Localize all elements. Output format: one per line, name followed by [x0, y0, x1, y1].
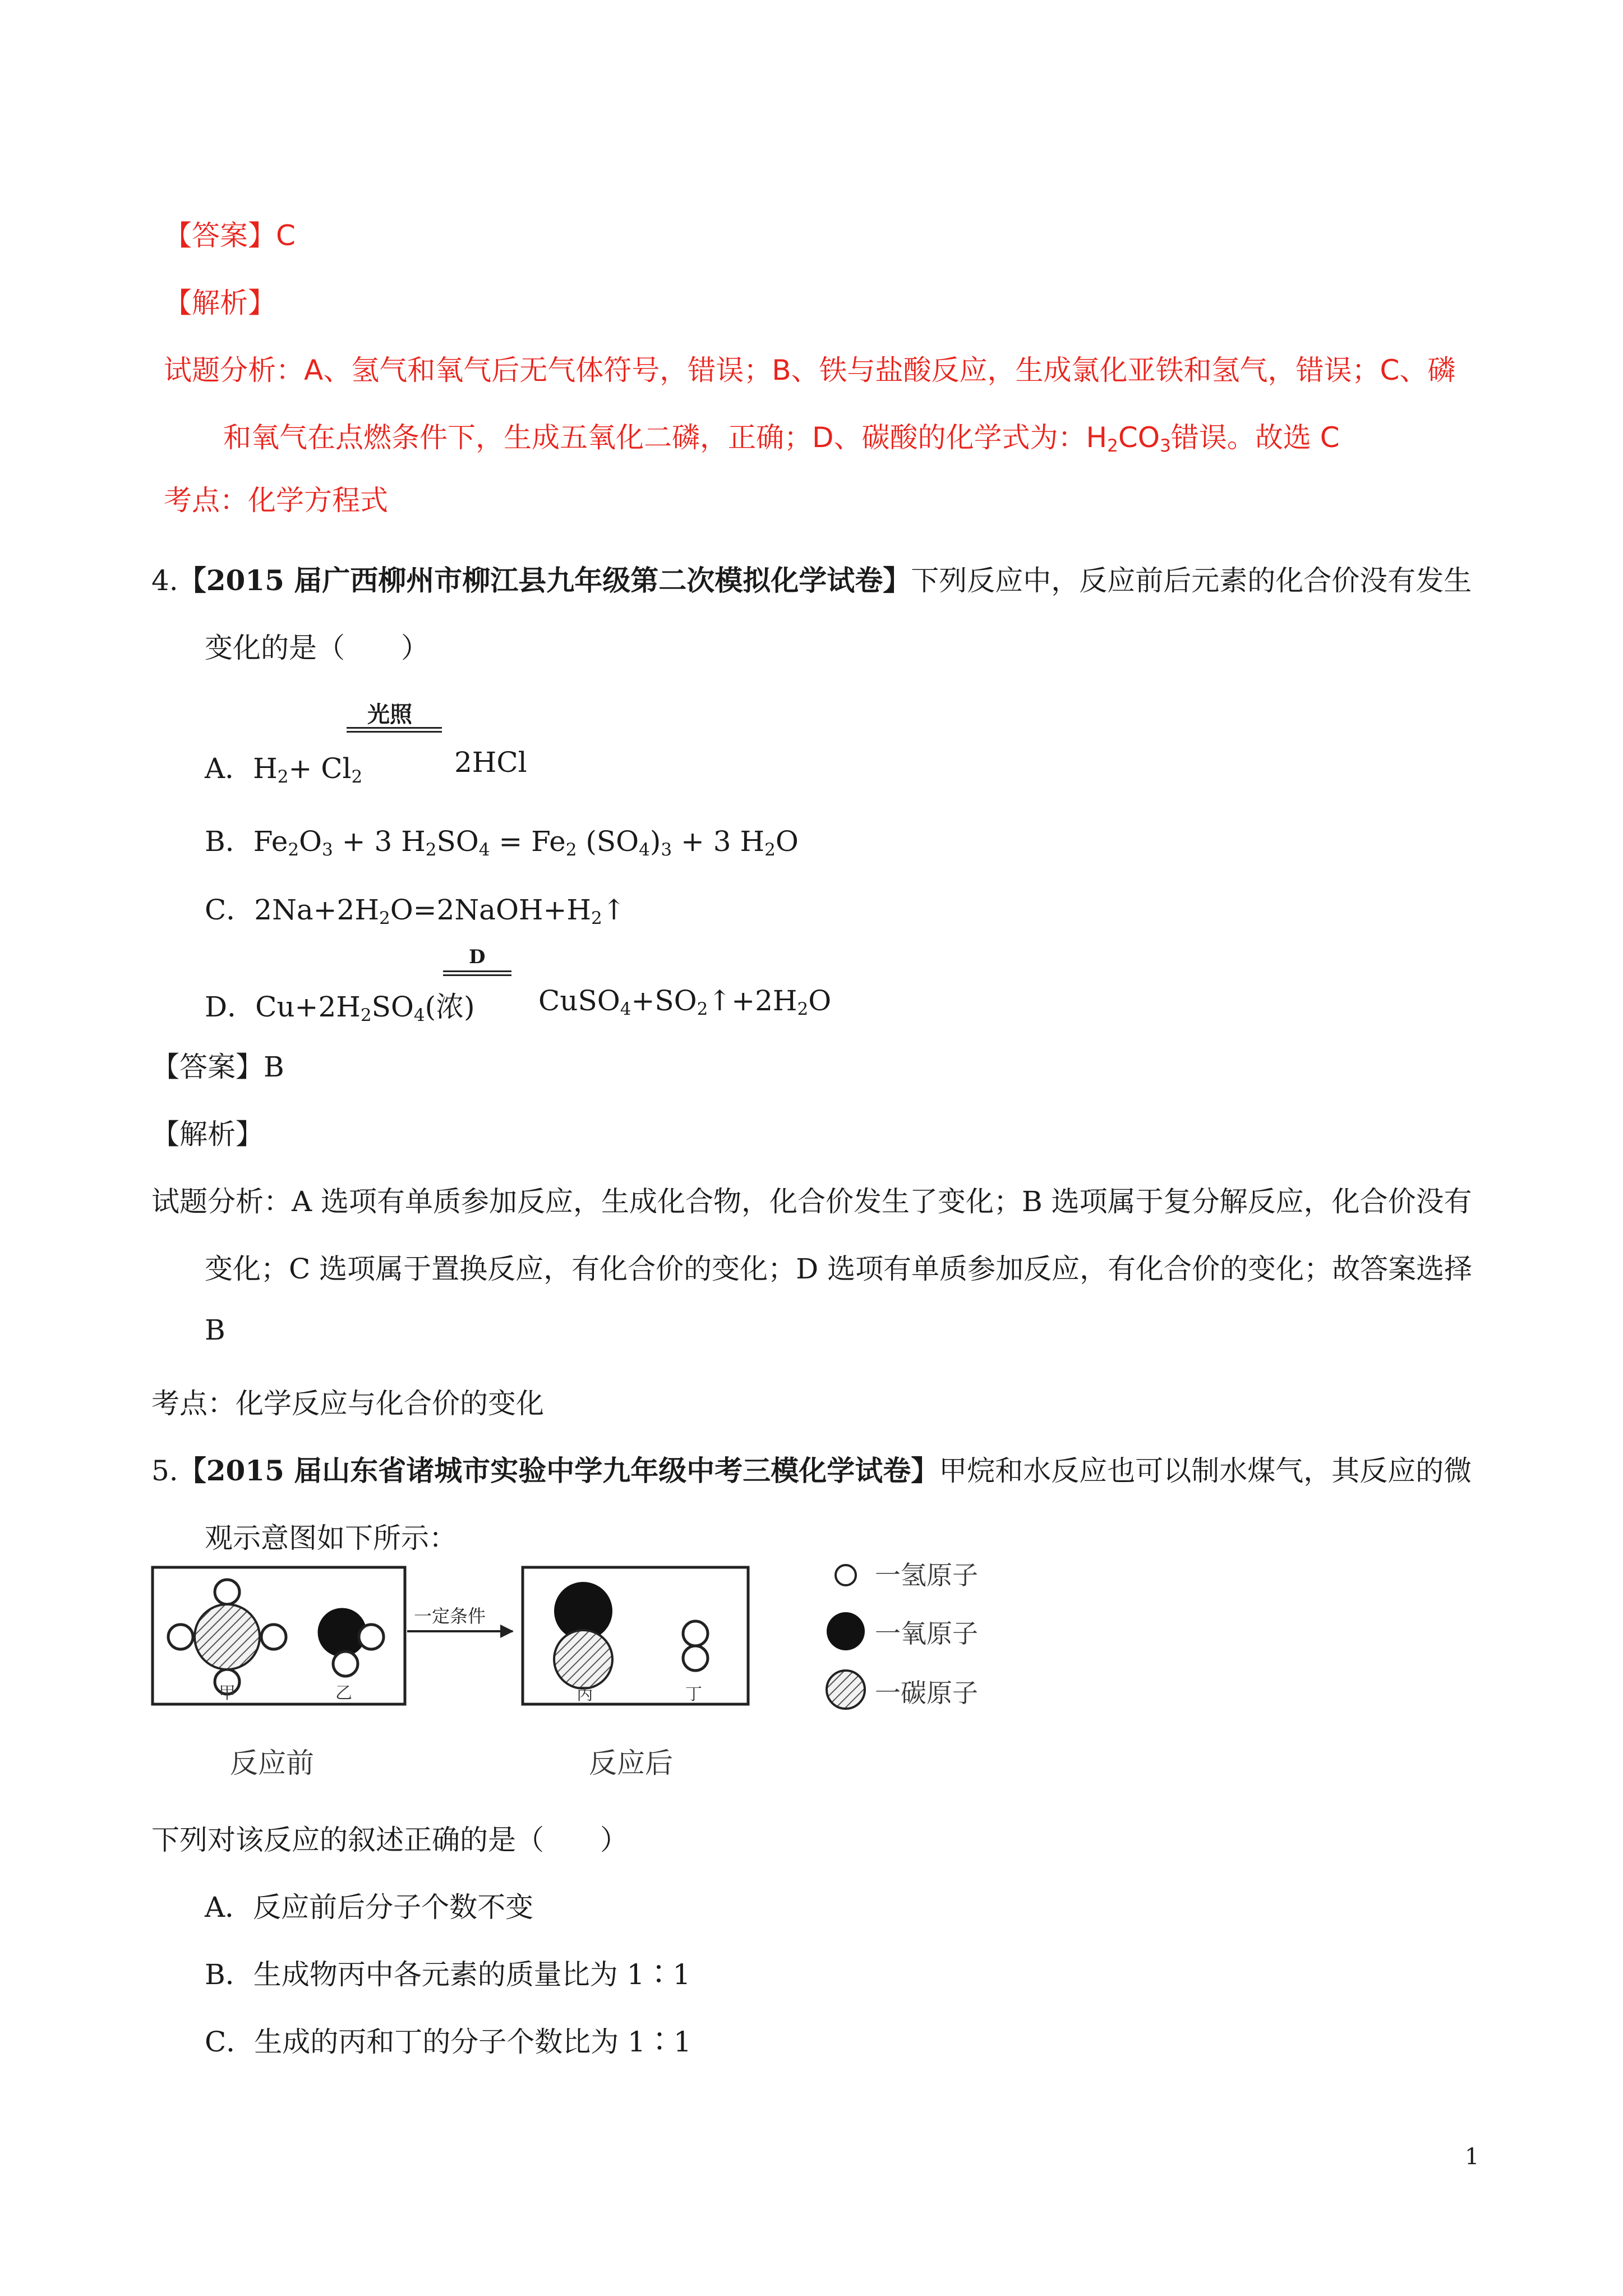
prev-analysis-heading: 【解析】	[164, 287, 276, 319]
q4-optionA	[205, 746, 362, 787]
legend	[827, 1560, 978, 1709]
q4-optionB-part: (SO	[577, 825, 639, 858]
co-molecule	[554, 1582, 612, 1688]
q4-answer: 【答案】B	[151, 1051, 284, 1083]
q5-optionC: C．生成的丙和丁的分子个数比为 1∶1	[205, 2026, 691, 2058]
q4-stem-text: 下列反应中，反应前后元素的化合价没有发生	[911, 564, 1472, 597]
q4-optionD-sub: 4	[413, 1005, 425, 1025]
arrow-condition: 一定条件	[414, 1605, 486, 1627]
q4-optionB-part: = Fe	[490, 825, 566, 858]
q4-optionA-product: 2HCl	[454, 746, 527, 779]
q4-optionB-sub: 4	[639, 839, 650, 860]
label-ding: 丁	[685, 1685, 702, 1704]
q4-optionB-part: Fe	[253, 825, 288, 858]
q4-analysis-line1: 试题分析：A 选项有单质参加反应，生成化合物，化合价发生了变化；B 选项属于复分解反应，化合价没有	[151, 1185, 1472, 1218]
label-yi: 乙	[335, 1683, 352, 1703]
q4-optionD-part: (浓)	[425, 991, 475, 1023]
q4-source: 【2015 届广西柳州市柳江县九年级第二次模拟化学试卷】	[178, 564, 911, 597]
q4-optionD-sub: 2	[360, 1005, 372, 1025]
prev-kaodian: 考点：化学方程式	[164, 484, 388, 517]
prev-analysis-sub1: 2	[1107, 435, 1118, 456]
q4-optionA-equals	[347, 727, 442, 733]
q5-question: 下列对该反应的叙述正确的是（ ）	[151, 1824, 628, 1856]
q4-optionC-sub: 2	[379, 908, 390, 928]
water-molecule	[319, 1609, 384, 1676]
prev-analysis-line2c: 错误。故选 C	[1170, 421, 1340, 454]
q4-optionC-sub: 2	[591, 908, 602, 928]
q4-stem-line1	[151, 558, 1472, 599]
q4-optionD-condition: D	[469, 946, 486, 968]
page-number: 1	[1465, 2144, 1479, 2170]
q4-optionA-sub2: 2	[351, 766, 363, 787]
q4-optionC-part: 2Na+2H	[254, 894, 379, 926]
q4-optionB	[205, 819, 799, 860]
q4-optionC-arrow: ↑	[602, 894, 626, 926]
q4-optionB-sub: 2	[565, 839, 577, 860]
q4-optionB-sub: 4	[478, 839, 490, 860]
prev-analysis-line2a: 和氧气在点燃条件下，生成五氧化二磷，正确；D、碳酸的化学式为：H	[223, 421, 1108, 454]
q4-optionB-label: B．	[205, 825, 253, 858]
reaction-diagram	[146, 1559, 1054, 1818]
q4-optionC-label: C．	[205, 894, 255, 926]
q4-optionB-sub: 2	[425, 839, 437, 860]
q4-optionD-part: Cu+2H	[255, 991, 361, 1023]
q5-stem-text: 甲烷和水反应也可以制水煤气，其反应的微	[939, 1455, 1472, 1487]
q4-optionD-product: O	[808, 984, 832, 1017]
prev-analysis-line2	[223, 415, 1340, 456]
q4-optionB-part: O	[299, 825, 322, 858]
legend-oxygen-icon	[827, 1612, 865, 1650]
q4-optionB-part: + 3 H	[333, 825, 426, 858]
q4-optionD-sub: 2	[697, 999, 708, 1019]
q4-optionA-left: H	[253, 752, 278, 785]
reaction-arrowhead	[500, 1625, 514, 1638]
legend-carbon-icon	[827, 1671, 865, 1709]
q4-optionD-part: SO	[371, 991, 414, 1023]
q5-source: 【2015 届山东省诸城市实验中学九年级中考三模化学试卷】	[178, 1454, 939, 1487]
q4-number: 4.	[151, 564, 178, 597]
legend-oxygen: 一氧原子	[875, 1618, 978, 1649]
q4-optionA-label: A．	[205, 752, 253, 785]
q4-analysis-line3: B	[205, 1314, 225, 1346]
q4-optionD-sub: 2	[797, 999, 809, 1019]
q4-optionD-sub: 4	[620, 999, 631, 1019]
q4-optionD-label: D．	[205, 991, 256, 1023]
q5-number: 5.	[151, 1455, 178, 1487]
q4-analysis-heading: 【解析】	[151, 1118, 264, 1151]
q4-optionB-sub: 2	[288, 839, 299, 860]
q5-optionB: B．生成物丙中各元素的质量比为 1∶1	[205, 1958, 691, 1991]
q4-kaodian: 考点：化学反应与化合价的变化	[151, 1387, 544, 1420]
prev-analysis-sub2: 3	[1160, 435, 1171, 456]
q4-optionB-part: + 3 H	[672, 825, 765, 858]
q4-optionD-products	[538, 984, 831, 1019]
label-jia: 甲	[219, 1683, 236, 1703]
q4-optionB-sub: 3	[322, 839, 333, 860]
q4-optionA-sub1: 2	[277, 766, 289, 787]
methane-molecule	[168, 1580, 286, 1694]
q4-optionD-product: CuSO	[538, 984, 620, 1017]
after-box	[523, 1567, 748, 1704]
q5-optionA: A．反应前后分子个数不变	[205, 1891, 534, 1924]
q4-optionA-left-rest: + Cl	[288, 752, 352, 785]
q4-optionB-sub: 2	[764, 839, 776, 860]
q5-stem-line1	[151, 1448, 1472, 1489]
prev-analysis-line2b: CO	[1118, 421, 1160, 454]
q4-optionA-condition: 光照	[367, 701, 412, 728]
q4-optionB-part: O	[775, 825, 799, 858]
legend-carbon: 一碳原子	[875, 1678, 978, 1708]
q4-optionD	[205, 984, 475, 1025]
label-bing: 丙	[577, 1685, 593, 1704]
q5-stem-line2: 观示意图如下所示：	[205, 1522, 457, 1554]
q4-optionC	[205, 887, 626, 928]
legend-hydrogen-icon	[836, 1565, 856, 1585]
caption-after: 反应后	[589, 1747, 673, 1779]
q4-optionB-sub: 3	[661, 839, 672, 860]
q4-optionD-equals	[443, 970, 511, 976]
h2-molecule	[683, 1621, 708, 1671]
q4-optionB-part: )	[649, 825, 661, 858]
q4-stem-line2: 变化的是（ ）	[205, 632, 429, 664]
q4-analysis-line2: 变化；C 选项属于置换反应，有化合价的变化；D 选项有单质参加反应，有化合价的变化；故答案选择	[205, 1253, 1473, 1285]
q4-optionB-part: SO	[436, 825, 479, 858]
prev-answer: 【答案】C	[164, 219, 296, 252]
q4-optionC-part: O=2NaOH+H	[390, 894, 592, 926]
q4-optionD-product: +SO	[631, 984, 697, 1017]
caption-before: 反应前	[230, 1747, 314, 1779]
q4-optionD-product: ↑+2H	[708, 984, 797, 1017]
prev-analysis-line1: 试题分析：A、氢气和氧气后无气体符号，错误；B、铁与盐酸反应，生成氯化亚铁和氢气，错误；C、磷	[164, 354, 1456, 386]
legend-hydrogen: 一氢原子	[875, 1560, 978, 1590]
